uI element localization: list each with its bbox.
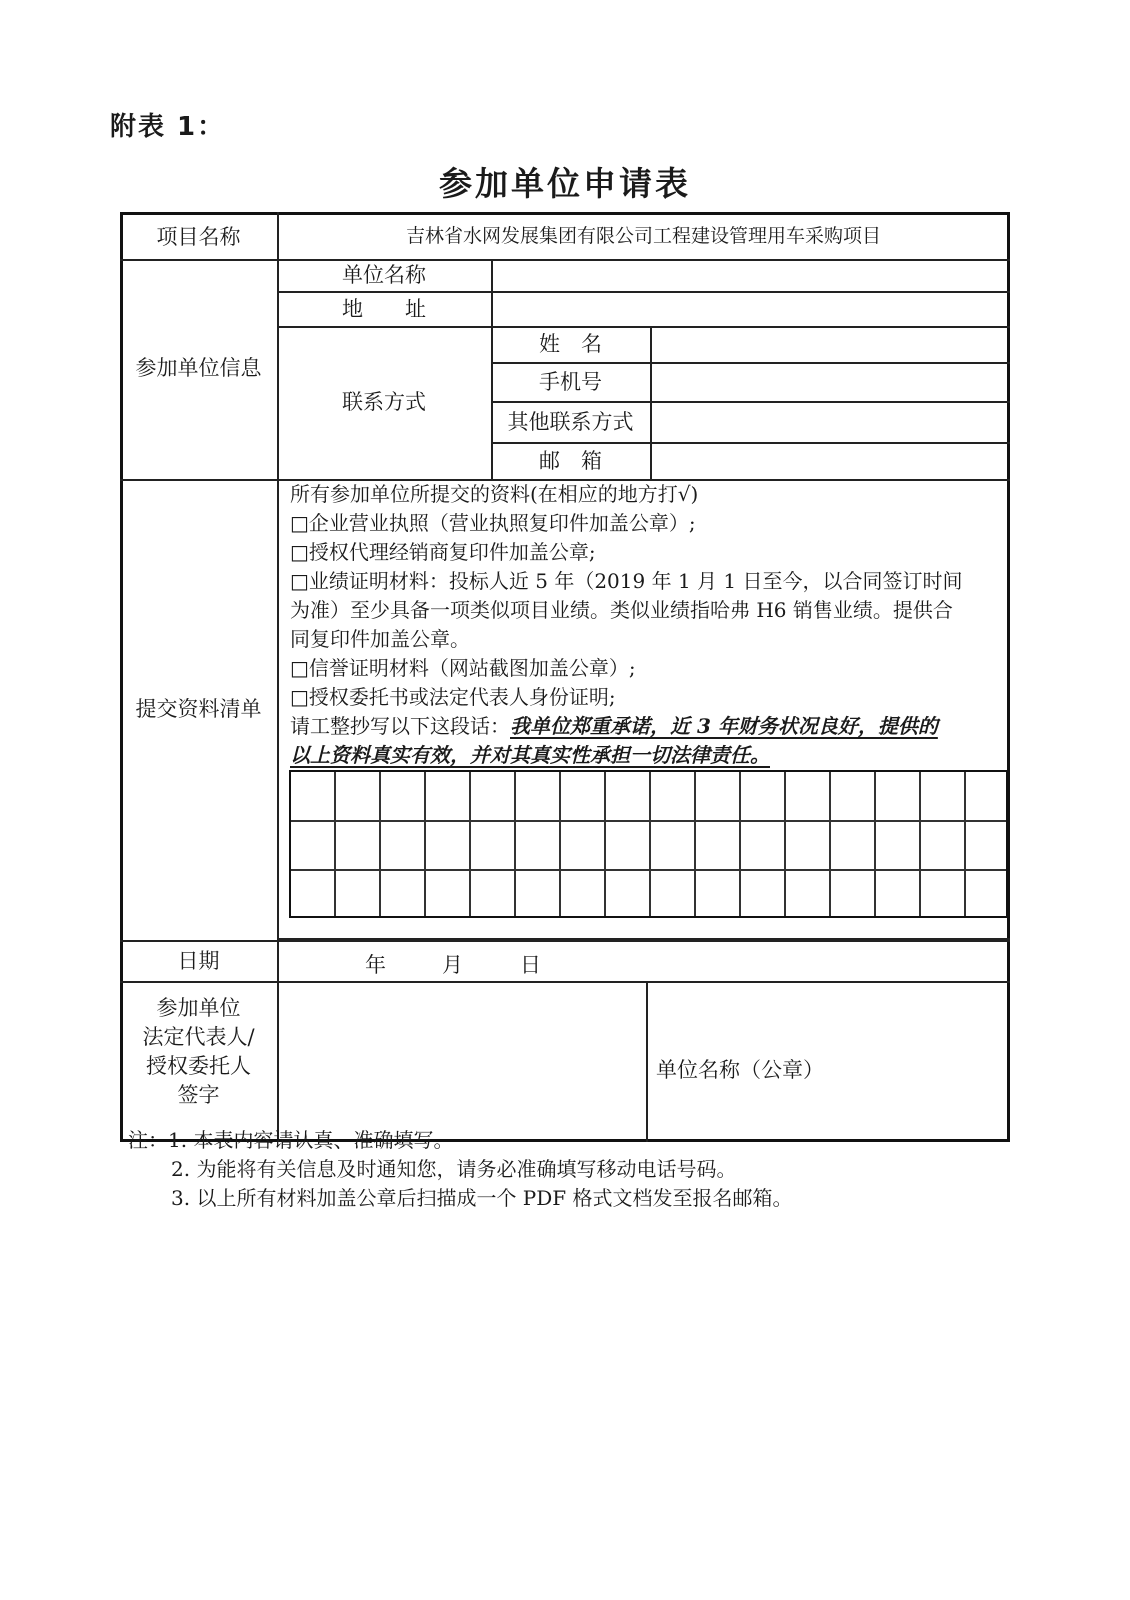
handwriting-grid[interactable] — [289, 770, 1008, 918]
pledge-text: 以上资料真实有效，并对其真实性承担一切法律责任。 — [290, 743, 770, 767]
grid-line — [694, 772, 696, 916]
signature-label-line: 签字 — [177, 1083, 220, 1107]
column-divider — [650, 326, 652, 479]
project-name-label: 项目名称 — [156, 225, 241, 249]
grid-line — [919, 772, 921, 916]
materials-intro: 所有参加单位所提交的资料(在相应的地方打√) — [290, 482, 699, 506]
date-day: 日 — [520, 953, 541, 977]
pledge-line-1 — [290, 716, 938, 736]
row-divider — [277, 326, 1010, 328]
signature-label-line: 法定代表人/ — [142, 1025, 255, 1049]
footnote: 注：1. 本表内容请认真、准确填写。 — [128, 1128, 454, 1152]
grid-line — [874, 772, 876, 916]
row-divider — [120, 259, 1010, 261]
grid-line — [604, 772, 606, 916]
grid-line — [559, 772, 561, 916]
date-label: 日期 — [177, 949, 220, 973]
grid-line — [829, 772, 831, 916]
materials-item: □业绩证明材料：投标人近 5 年（2019 年 1 月 1 日至今，以合同签订时间 — [290, 569, 963, 593]
materials-item: □授权代理经销商复印件加盖公章; — [290, 540, 596, 564]
grid-line — [649, 772, 651, 916]
row-divider — [491, 362, 1010, 364]
grid-line — [334, 772, 336, 916]
materials-item: 为准）至少具备一项类似项目业绩。类似业绩指哈弗 H6 销售业绩。提供合 — [290, 598, 953, 622]
row-divider — [491, 442, 1010, 444]
grid-line — [514, 772, 516, 916]
participant-info-label: 参加单位信息 — [135, 356, 262, 380]
address-label: 地 址 — [342, 297, 426, 321]
row-divider — [120, 479, 1010, 481]
grid-line — [424, 772, 426, 916]
contact-name-label: 姓 名 — [539, 332, 602, 356]
signature-label-line: 授权委托人 — [146, 1054, 251, 1078]
materials-item: □授权委托书或法定代表人身份证明; — [290, 685, 616, 709]
copy-instruction: 请工整抄写以下这段话： — [290, 714, 510, 738]
contact-phone-label: 手机号 — [539, 370, 602, 394]
pledge-line-2 — [290, 745, 770, 765]
grid-line — [784, 772, 786, 916]
contact-email-label: 邮 箱 — [539, 449, 602, 473]
seal-label: 单位名称（公章） — [656, 1058, 824, 1082]
grid-line — [964, 772, 966, 916]
footnote: 2. 为能将有关信息及时通知您，请务必准确填写移动电话号码。 — [171, 1157, 737, 1181]
row-divider — [277, 291, 1010, 293]
grid-line — [379, 772, 381, 916]
column-divider — [491, 259, 493, 479]
grid-line — [469, 772, 471, 916]
date-year: 年 — [365, 953, 386, 977]
row-divider — [120, 940, 1010, 942]
materials-item: 同复印件加盖公章。 — [290, 627, 470, 651]
date-month: 月 — [442, 953, 463, 977]
contact-label: 联系方式 — [342, 390, 426, 414]
unit-name-label: 单位名称 — [342, 263, 426, 287]
annex-label: 附表 1： — [110, 112, 226, 142]
contact-other-label: 其他联系方式 — [507, 410, 634, 434]
footnote: 3. 以上所有材料加盖公章后扫描成一个 PDF 格式文档发至报名邮箱。 — [171, 1186, 793, 1210]
row-divider — [277, 938, 1010, 940]
row-divider — [120, 981, 1010, 983]
form-title: 参加单位申请表 — [439, 164, 691, 203]
column-divider — [646, 981, 648, 1142]
materials-item: □企业营业执照（营业执照复印件加盖公章）; — [290, 511, 696, 535]
row-divider — [491, 401, 1010, 403]
grid-line — [739, 772, 741, 916]
materials-label: 提交资料清单 — [135, 697, 262, 721]
materials-item: □信誉证明材料（网站截图加盖公章）; — [290, 656, 636, 680]
signature-label-line: 参加单位 — [156, 996, 241, 1020]
project-name-value: 吉林省水网发展集团有限公司工程建设管理用车采购项目 — [405, 225, 881, 247]
column-divider — [277, 212, 279, 1142]
pledge-text: 我单位郑重承诺，近 3 年财务状况良好，提供的 — [510, 714, 938, 738]
